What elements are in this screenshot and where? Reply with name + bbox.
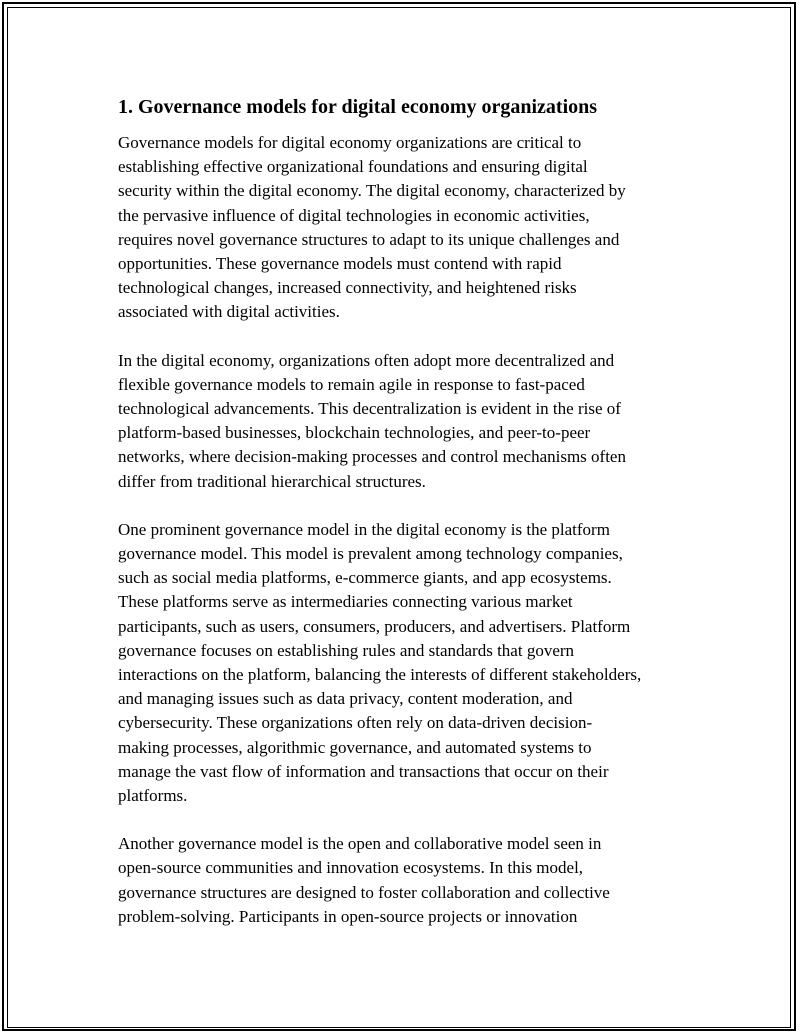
text-line: the pervasive influence of digital technologies in economic activities, xyxy=(118,205,590,225)
text-line: networks, where decision-making processes and control mechanisms often xyxy=(118,447,626,467)
text-line: Another governance model is the open and collaborative model seen in xyxy=(118,834,602,854)
text-line: opportunities. These governance models must contend with rapid xyxy=(118,254,562,274)
text-line: platform-based businesses, blockchain technologies, and peer-to-peer xyxy=(118,423,591,443)
text-line: security within the digital economy. The digital economy, characterized by xyxy=(118,181,626,201)
text-line: such as social media platforms, e-commerce giants, and app ecosystems. xyxy=(118,568,612,588)
paragraph-4 xyxy=(118,832,698,929)
text-line: technological changes, increased connectivity, and heightened risks xyxy=(118,278,577,298)
paragraph-1 xyxy=(118,131,698,325)
text-line: governance model. This model is prevalent among technology companies, xyxy=(118,544,623,564)
text-line: In the digital economy, organizations often adopt more decentralized and xyxy=(118,350,615,370)
text-line: associated with digital activities. xyxy=(118,302,340,322)
text-line: platforms. xyxy=(118,786,188,806)
section-heading: 1. Governance models for digital economy organizations xyxy=(118,96,598,118)
text-line: These platforms serve as intermediaries connecting various market xyxy=(118,592,573,612)
text-line: interactions on the platform, balancing the interests of different stakeholders, xyxy=(118,665,642,685)
text-line: problem-solving. Participants in open-source projects or innovation xyxy=(118,906,578,926)
text-line: governance structures are designed to foster collaboration and collective xyxy=(118,882,610,902)
text-line: flexible governance models to remain agile in response to fast-paced xyxy=(118,374,585,394)
text-line: governance focuses on establishing rules and standards that govern xyxy=(118,640,575,660)
text-line: and managing issues such as data privacy, content moderation, and xyxy=(118,689,573,709)
text-line: establishing effective organizational foundations and ensuring digital xyxy=(118,157,588,177)
text-line: technological advancements. This decentralization is evident in the rise of xyxy=(118,399,621,419)
text-line: making processes, algorithmic governance, and automated systems to xyxy=(118,737,592,757)
text-line: differ from traditional hierarchical structures. xyxy=(118,471,426,491)
text-line: open-source communities and innovation ecosystems. In this model, xyxy=(118,858,584,878)
text-line: One prominent governance model in the digital economy is the platform xyxy=(118,519,610,539)
text-line: manage the vast flow of information and transactions that occur on their xyxy=(118,761,609,781)
text-line: requires novel governance structures to adapt to its unique challenges and xyxy=(118,229,620,249)
text-line: Governance models for digital economy organizations are critical to xyxy=(118,133,582,152)
document-body xyxy=(118,94,698,953)
paragraph-2 xyxy=(118,349,698,494)
text-line: cybersecurity. These organizations often rely on data-driven decision- xyxy=(118,713,593,733)
paragraph-3 xyxy=(118,518,698,808)
text-line: participants, such as users, consumers, producers, and advertisers. Platform xyxy=(118,616,631,636)
